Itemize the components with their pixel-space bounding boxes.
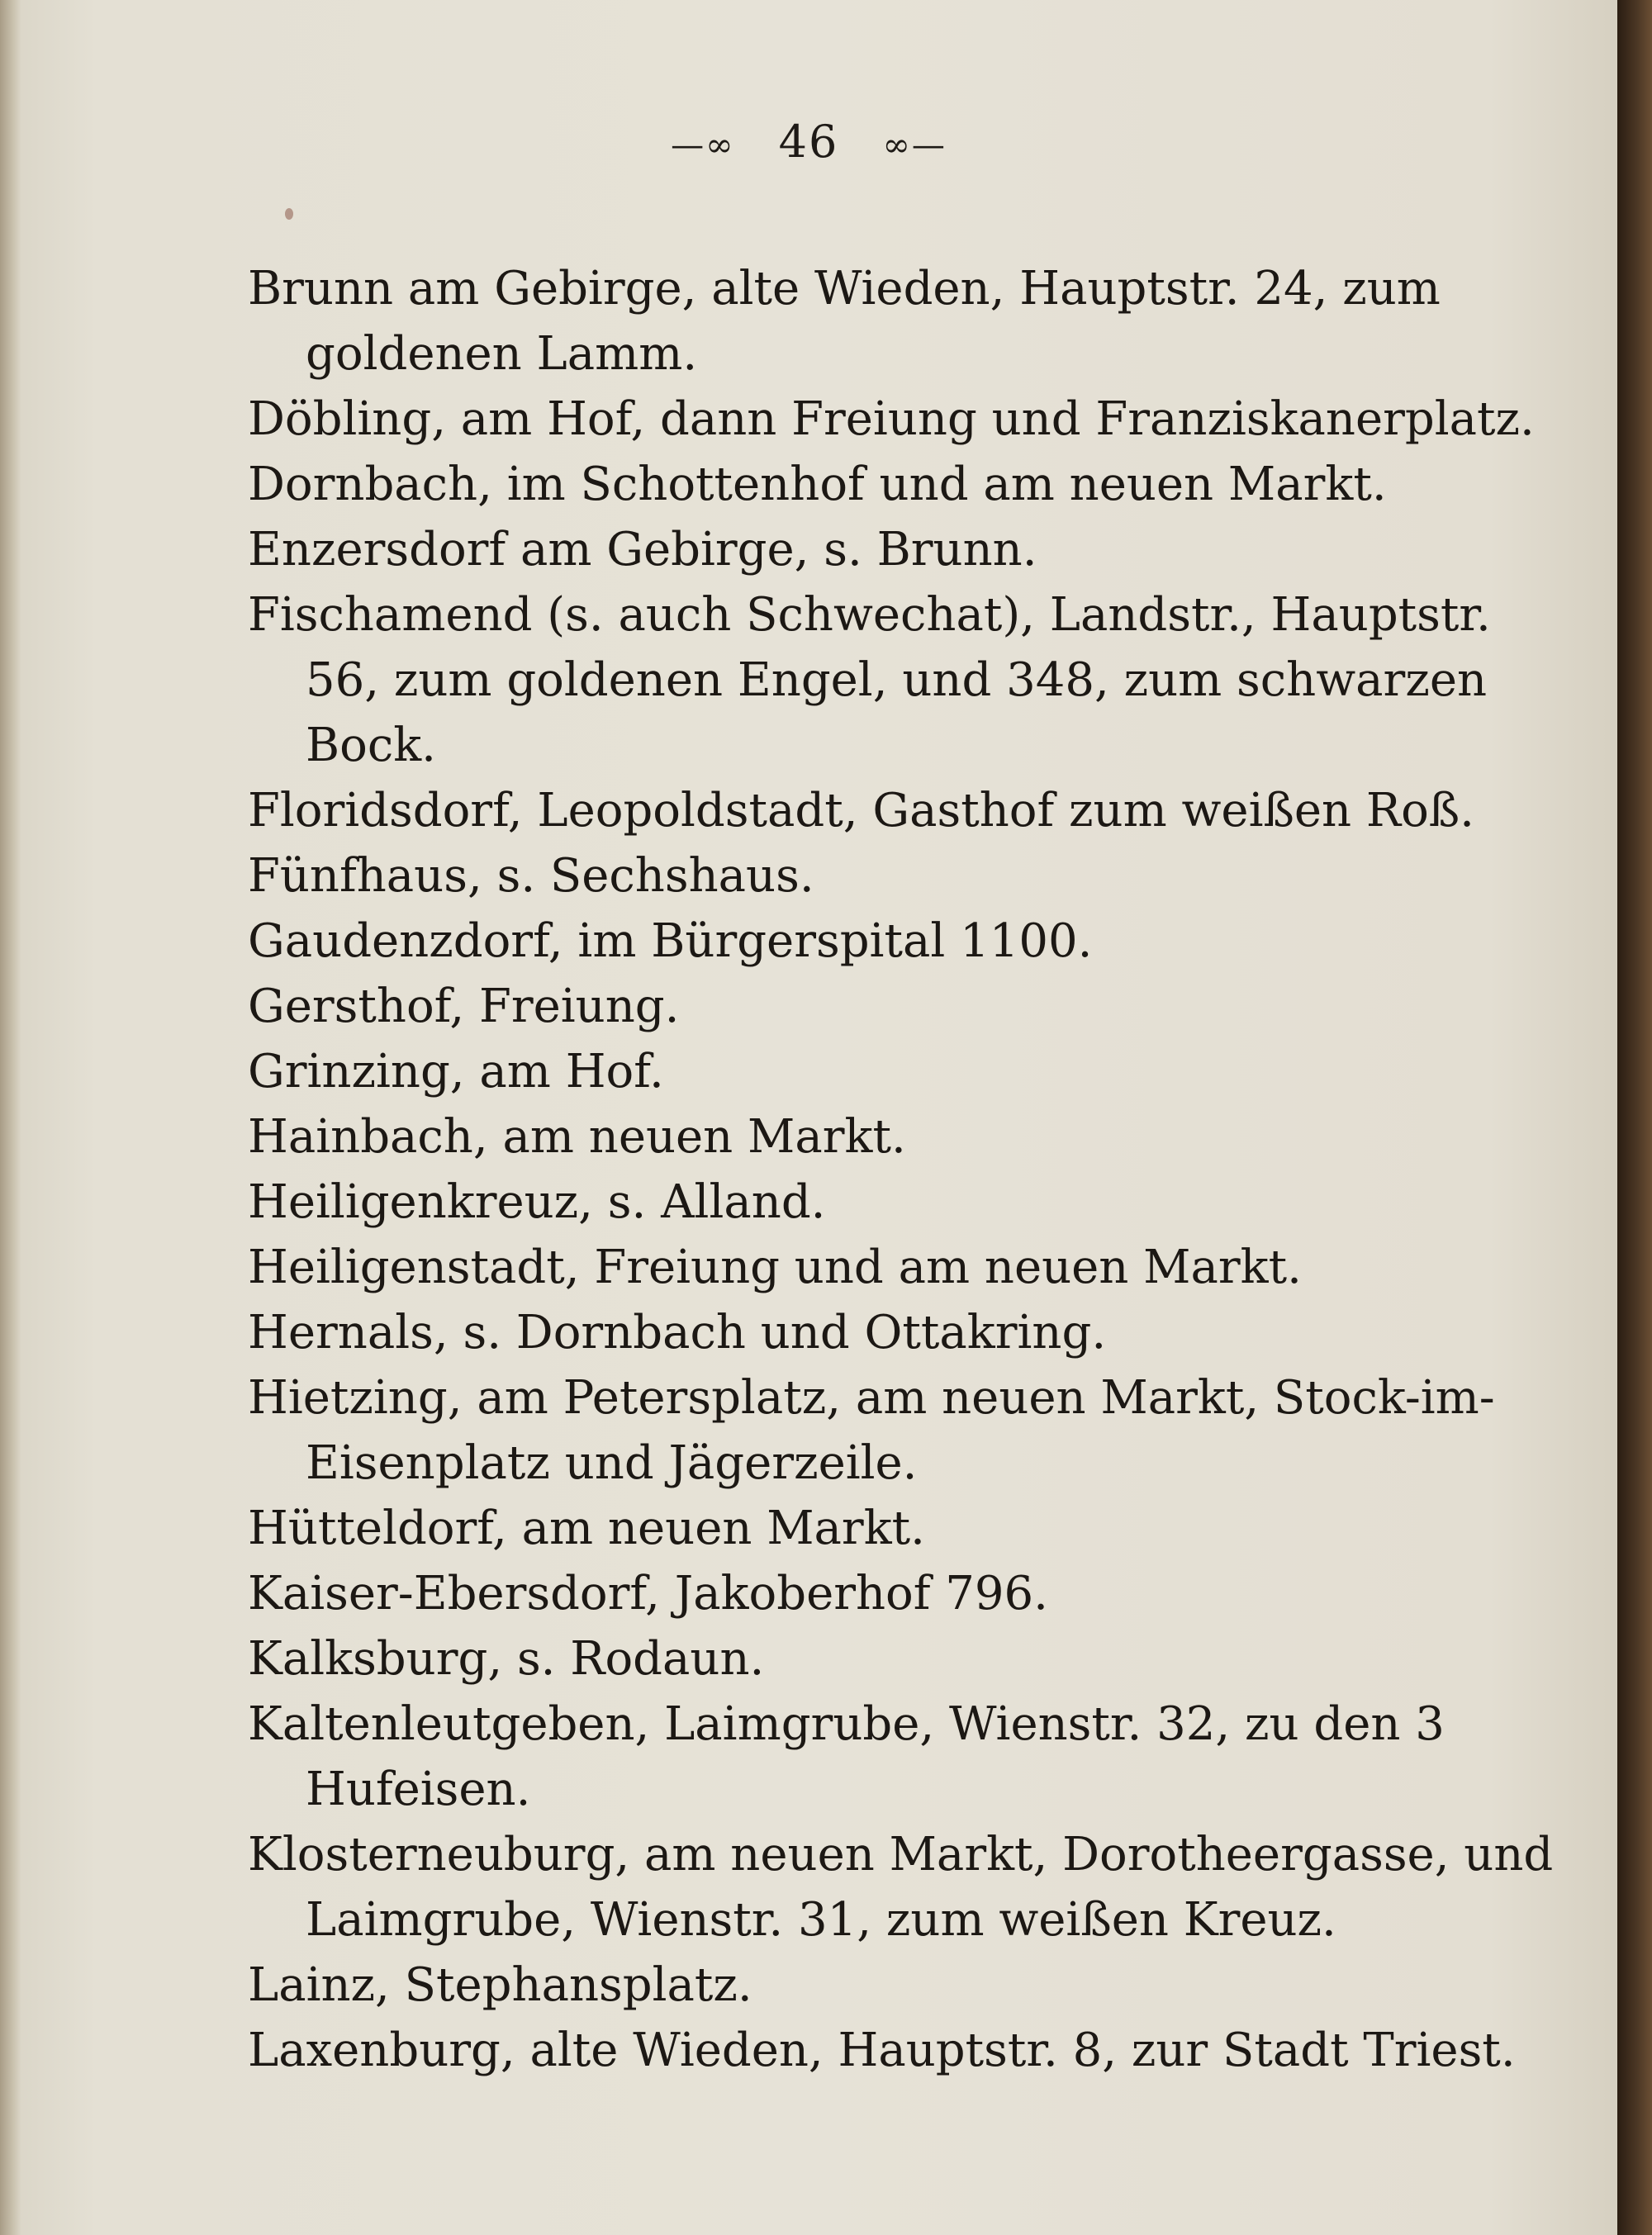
ink-stain (285, 208, 293, 220)
header-ornament-right: ∞— (882, 126, 947, 164)
entry-klosterneuburg: Klosterneuburg, am neuen Markt, Dorotheergasse, und Laimgrube, Wienstr. 31, zum weißen Kreuz. (248, 1828, 1554, 1947)
entry-hernals: Hernals, s. Dornbach und Ottakring. (248, 1306, 1107, 1360)
entry-fuenfhaus: Fünfhaus, s. Sechshaus. (248, 849, 814, 903)
entry-kaltenleutgeben: Kaltenleutgeben, Laimgrube, Wienstr. 32, zu den 3 Hufeisen. (248, 1697, 1445, 1816)
entry-floridsdorf: Floridsdorf, Leopoldstadt, Gasthof zum weißen Roß. (248, 784, 1474, 838)
header-ornament-left: —∞ (671, 126, 735, 164)
entry-lainz: Lainz, Stephansplatz. (248, 1958, 752, 2012)
entry-laxenburg: Laxenburg, alte Wieden, Hauptstr. 8, zur Stadt Triest. (248, 2024, 1516, 2077)
page-gutter-edge (0, 0, 21, 2235)
page-number: 46 (778, 116, 839, 168)
entry-kalksburg: Kalksburg, s. Rodaun. (248, 1632, 765, 1686)
entry-huetteldorf: Hütteldorf, am neuen Markt. (248, 1502, 925, 1555)
entry-heiligenkreuz: Heiligenkreuz, s. Alland. (248, 1175, 826, 1229)
page-header (0, 116, 1617, 168)
entry-dornbach: Dornbach, im Schottenhof und am neuen Markt. (248, 458, 1387, 511)
entry-kaiser-ebersdorf: Kaiser-Ebersdorf, Jakoberhof 796. (248, 1567, 1048, 1620)
entry-gaudenzdorf: Gaudenzdorf, im Bürgerspital 1100. (248, 914, 1093, 968)
entry-fischamend: Fischamend (s. auch Schwechat), Landstr., Hauptstr. 56, zum goldenen Engel, und 348, zum schwarzen Bock. (248, 588, 1491, 772)
entry-hainbach: Hainbach, am neuen Markt. (248, 1110, 906, 1164)
entry-grinzing: Grinzing, am Hof. (248, 1045, 664, 1099)
entry-doebling: Döbling, am Hof, dann Freiung und Franziskanerplatz. (248, 392, 1535, 446)
book-cover-edge (1617, 0, 1652, 2235)
entry-gersthof: Gersthof, Freiung. (248, 980, 680, 1033)
entry-hietzing: Hietzing, am Petersplatz, am neuen Markt, Stock-im-Eisenplatz und Jägerzeile. (248, 1371, 1495, 1490)
entry-heiligenstadt: Heiligenstadt, Freiung und am neuen Markt. (248, 1241, 1302, 1294)
entry-enzersdorf: Enzersdorf am Gebirge, s. Brunn. (248, 523, 1037, 577)
directory-entries (248, 256, 1569, 2083)
entry-brunn: Brunn am Gebirge, alte Wieden, Hauptstr. 24, zum goldenen Lamm. (248, 262, 1441, 381)
